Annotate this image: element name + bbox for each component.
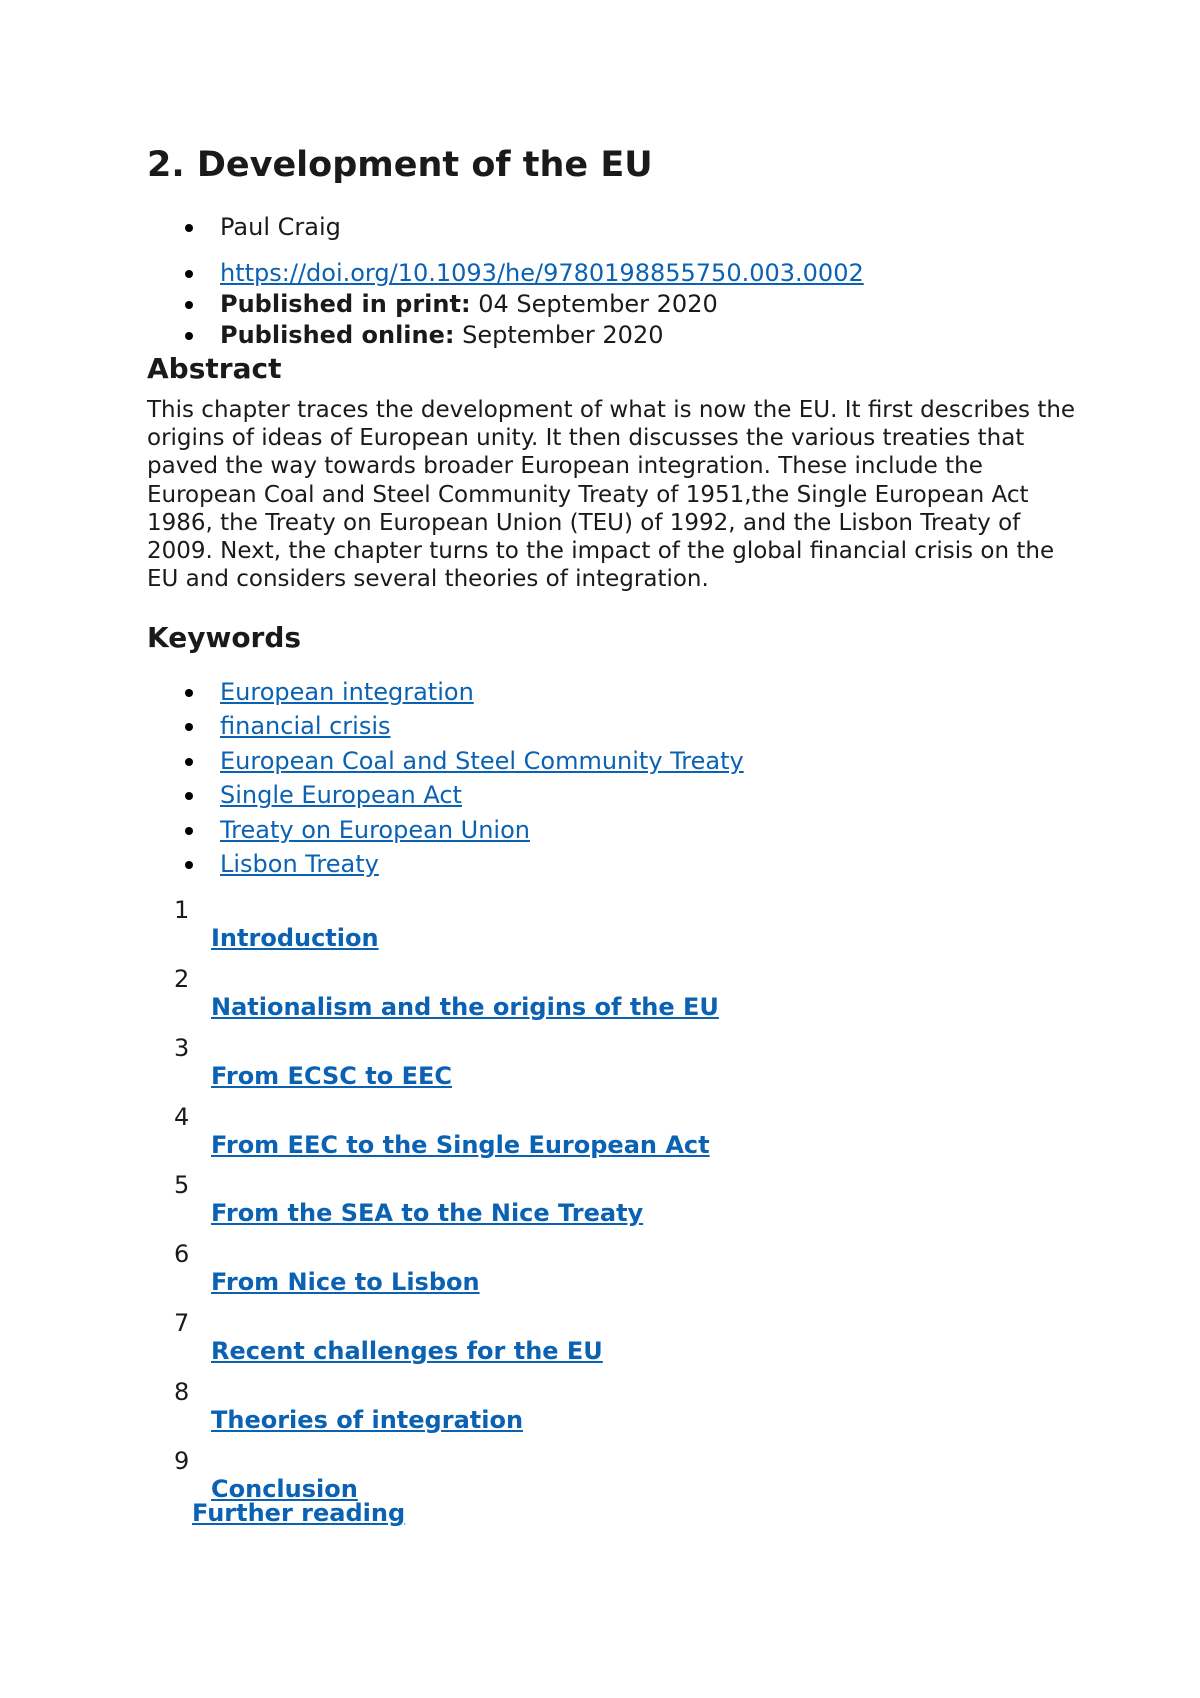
doi-link[interactable]: https://doi.org/10.1093/he/9780198855750.003.0002 (220, 259, 864, 287)
published-online-date: September 2020 (462, 321, 664, 349)
keyword-link[interactable]: Lisbon Treaty (220, 850, 379, 878)
published-online-text (220, 320, 664, 350)
toc-number: 2 (174, 965, 190, 993)
abstract-heading: Abstract (147, 352, 282, 385)
keyword-link[interactable]: financial crisis (220, 712, 391, 740)
published-online-label: Published online: (220, 321, 455, 349)
bullet-icon (185, 861, 193, 869)
published-print-label: Published in print: (220, 290, 471, 318)
published-print-date: 04 September 2020 (478, 290, 718, 318)
toc-number: 5 (174, 1171, 190, 1199)
bullet-icon (185, 723, 193, 731)
toc-link-recent-challenges[interactable]: Recent challenges for the EU (211, 1337, 603, 1365)
toc-link-theories[interactable]: Theories of integration (211, 1406, 524, 1434)
toc-link-nice-to-lisbon[interactable]: From Nice to Lisbon (211, 1268, 480, 1296)
bullet-icon (185, 332, 193, 340)
toc-number: 7 (174, 1309, 190, 1337)
author-name: Paul Craig (220, 213, 341, 241)
toc-link-introduction[interactable]: Introduction (211, 924, 379, 952)
keyword-link[interactable]: European integration (220, 678, 474, 706)
keywords-heading: Keywords (147, 621, 302, 654)
toc-number: 1 (174, 896, 190, 924)
abstract-text: This chapter traces the development of what is now the EU. It first describes the origins of ideas of European unity. It then discusses the various treaties that paved the way towards broader European integration. These include the European Coal and Steel Community Treaty of 1951,the Single European Act 1986, the Treaty on European Union (TEU) of 1992, and the Lisbon Treaty of 2009. Next, the chapter turns to the impact of the global financial crisis on the EU and considers several theories of integration. (147, 397, 1076, 593)
toc-link-sea-to-nice[interactable]: From the SEA to the Nice Treaty (211, 1199, 644, 1227)
toc-link-nationalism[interactable]: Nationalism and the origins of the EU (211, 993, 719, 1021)
bullet-icon (185, 301, 193, 309)
toc-number: 3 (174, 1034, 190, 1062)
bullet-icon (185, 224, 193, 232)
toc-number: 6 (174, 1240, 190, 1268)
toc-number: 8 (174, 1378, 190, 1406)
bullet-icon (185, 758, 193, 766)
toc-link-ecsc-to-eec[interactable]: From ECSC to EEC (211, 1062, 452, 1090)
toc-link-conclusion[interactable]: Conclusion (211, 1475, 358, 1503)
keyword-link[interactable]: European Coal and Steel Community Treaty (220, 747, 744, 775)
keyword-link[interactable]: Single European Act (220, 781, 462, 809)
toc-link-eec-to-sea[interactable]: From EEC to the Single European Act (211, 1131, 710, 1159)
bullet-icon (185, 689, 193, 697)
bullet-icon (185, 270, 193, 278)
published-print-text (220, 289, 718, 319)
further-reading-link[interactable]: Further reading (192, 1499, 406, 1527)
toc-number: 9 (174, 1447, 190, 1475)
bullet-icon (185, 792, 193, 800)
toc-number: 4 (174, 1103, 190, 1131)
bullet-icon (185, 827, 193, 835)
keyword-link[interactable]: Treaty on European Union (220, 816, 530, 844)
page-title: 2. Development of the EU (147, 145, 653, 185)
